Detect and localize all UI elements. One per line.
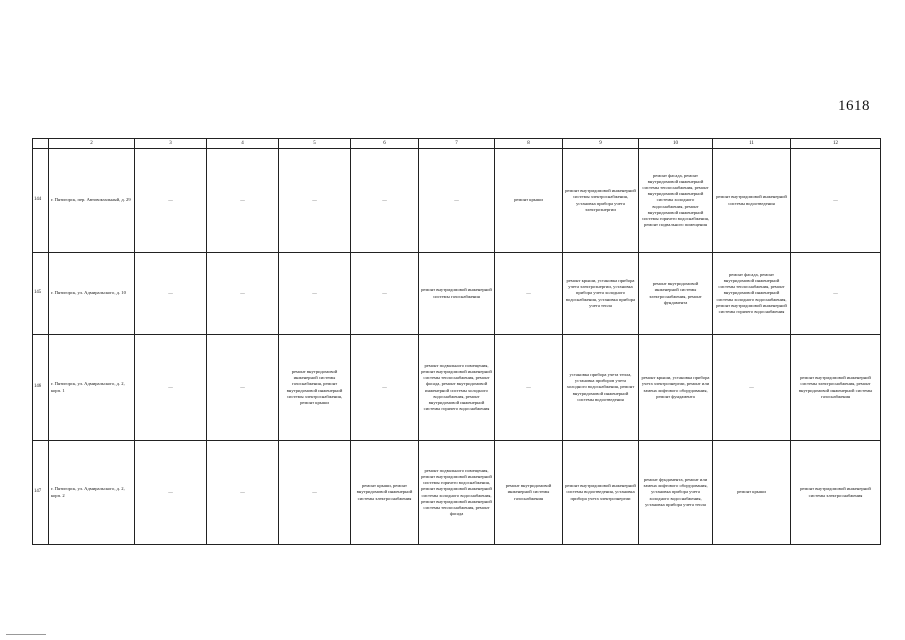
- row-number: 147: [33, 441, 49, 545]
- table-cell: ремонт внутридомовой инженерной системы электроснабжения, ремонт внутридомовой инженерной системы газоснабжения: [791, 335, 881, 441]
- table-cell: ремонт подвального помещения, ремонт внутридомовой инженерной системы горячего водоснабжения, ремонт внутридомовой инженерной системы холодного водоснабжения, ремонт внутридомовой инженерной системы теплоснабжения, ремонт фасада: [419, 441, 495, 545]
- table-cell: —: [135, 253, 207, 335]
- page-number: 1618: [838, 98, 870, 114]
- scan-edge-mark: [6, 634, 46, 635]
- table-cell: ремонт крыши: [713, 441, 791, 545]
- table-cell: ремонт внутридомовой инженерной системы водоотведения, установка прибора учета электроэнергии: [563, 441, 639, 545]
- table-cell: ремонт внутридомовой инженерной системы электроснабжения, ремонт фундамента: [639, 253, 713, 335]
- table-cell: ремонт крыши, установка прибора учета электроэнергии, ремонт или замена лифтового оборудования, ремонт фундамента: [639, 335, 713, 441]
- address-cell: г. Пятигорск, ул. Адмиральского, д. 10: [49, 253, 135, 335]
- table-row: [33, 335, 881, 441]
- table-cell: ремонт подвального помещения, ремонт внутридомовой инженерной системы теплоснабжения, ремонт фасада, ремонт внутридомовой инженерной системы холодного водоснабжения, ремонт внутридомовой инженерной системы горячего водоснабжения: [419, 335, 495, 441]
- column-header: 11: [713, 139, 791, 149]
- table-cell: —: [351, 253, 419, 335]
- row-number: 144: [33, 149, 49, 253]
- header-row: [33, 139, 881, 149]
- row-number: 146: [33, 335, 49, 441]
- column-header: 8: [495, 139, 563, 149]
- table-cell: —: [135, 441, 207, 545]
- column-header: 12: [791, 139, 881, 149]
- table-cell: —: [207, 253, 279, 335]
- table-row: [33, 253, 881, 335]
- table-cell: ремонт крыши, установка прибора учета электроэнергии, установка прибора учета холодного водоснабжения, установка прибора учета тепла: [563, 253, 639, 335]
- table-cell: ремонт крыши: [495, 149, 563, 253]
- table-cell: установка прибора учета тепла, установка приборов учета холодного водоснабжения, ремонт внутридомовой инженерной системы водоотведения: [563, 335, 639, 441]
- table-cell: —: [135, 335, 207, 441]
- column-header: 3: [135, 139, 207, 149]
- table-row: [33, 149, 881, 253]
- table-cell: —: [495, 253, 563, 335]
- table-cell: ремонт внутридомовой инженерной системы газоснабжения: [419, 253, 495, 335]
- table-cell: ремонт внутридомовой инженерной системы электроснабжения: [791, 441, 881, 545]
- table-cell: ремонт фундамента, ремонт или замена лифтового оборудования, установка прибора учета холодного водоснабжения, установка прибора учета тепла: [639, 441, 713, 545]
- table-cell: ремонт крыши, ремонт внутридомовой инженерной системы электроснабжения: [351, 441, 419, 545]
- column-header: 10: [639, 139, 713, 149]
- row-number: 145: [33, 253, 49, 335]
- column-header: [33, 139, 49, 149]
- table-cell: —: [207, 335, 279, 441]
- table-cell: —: [791, 253, 881, 335]
- column-header: 2: [49, 139, 135, 149]
- table-cell: ремонт фасада, ремонт внутридомовой инженерной системы теплоснабжения, ремонт внутридомовой инженерной системы холодного водоснабжения, ремонт внутридомовой инженерной системы горячего водоснабжения: [713, 253, 791, 335]
- table-cell: —: [351, 335, 419, 441]
- repair-schedule-table: [32, 138, 881, 545]
- table-cell: —: [791, 149, 881, 253]
- address-cell: г. Пятигорск, ул. Адмиральского, д. 2, корп. 2: [49, 441, 135, 545]
- table-cell: —: [495, 335, 563, 441]
- table-cell: ремонт фасада, ремонт внутридомовой инженерной системы теплоснабжения, ремонт внутридомовой инженерной системы холодного водоснабжения, ремонт внутридомовой инженерной системы горячего водоснабжения, ремонт подвального помещения: [639, 149, 713, 253]
- table-cell: ремонт внутридомовой инженерной системы электроснабжения, установка прибора учета электроэнергии: [563, 149, 639, 253]
- column-header: 9: [563, 139, 639, 149]
- column-header: 7: [419, 139, 495, 149]
- table-cell: —: [135, 149, 207, 253]
- column-header: 6: [351, 139, 419, 149]
- table-cell: —: [279, 253, 351, 335]
- address-cell: г. Пятигорск, ул. Адмиральского, д. 2, корп. 1: [49, 335, 135, 441]
- table-cell: —: [279, 441, 351, 545]
- table-cell: ремонт внутридомовой инженерной системы водоотведения: [713, 149, 791, 253]
- table-cell: ремонт внутридомовой инженерной системы газоснабжения, ремонт внутридомовой инженерной системы электроснабжения, ремонт крыши: [279, 335, 351, 441]
- table-cell: —: [419, 149, 495, 253]
- table-cell: —: [279, 149, 351, 253]
- table-cell: ремонт внутридомовой инженерной системы газоснабжения: [495, 441, 563, 545]
- table-cell: —: [351, 149, 419, 253]
- column-header: 5: [279, 139, 351, 149]
- table-row: [33, 441, 881, 545]
- table-cell: —: [713, 335, 791, 441]
- column-header: 4: [207, 139, 279, 149]
- table-cell: —: [207, 149, 279, 253]
- table-cell: —: [207, 441, 279, 545]
- address-cell: г. Пятигорск, пер. Автовокзальный, д. 29: [49, 149, 135, 253]
